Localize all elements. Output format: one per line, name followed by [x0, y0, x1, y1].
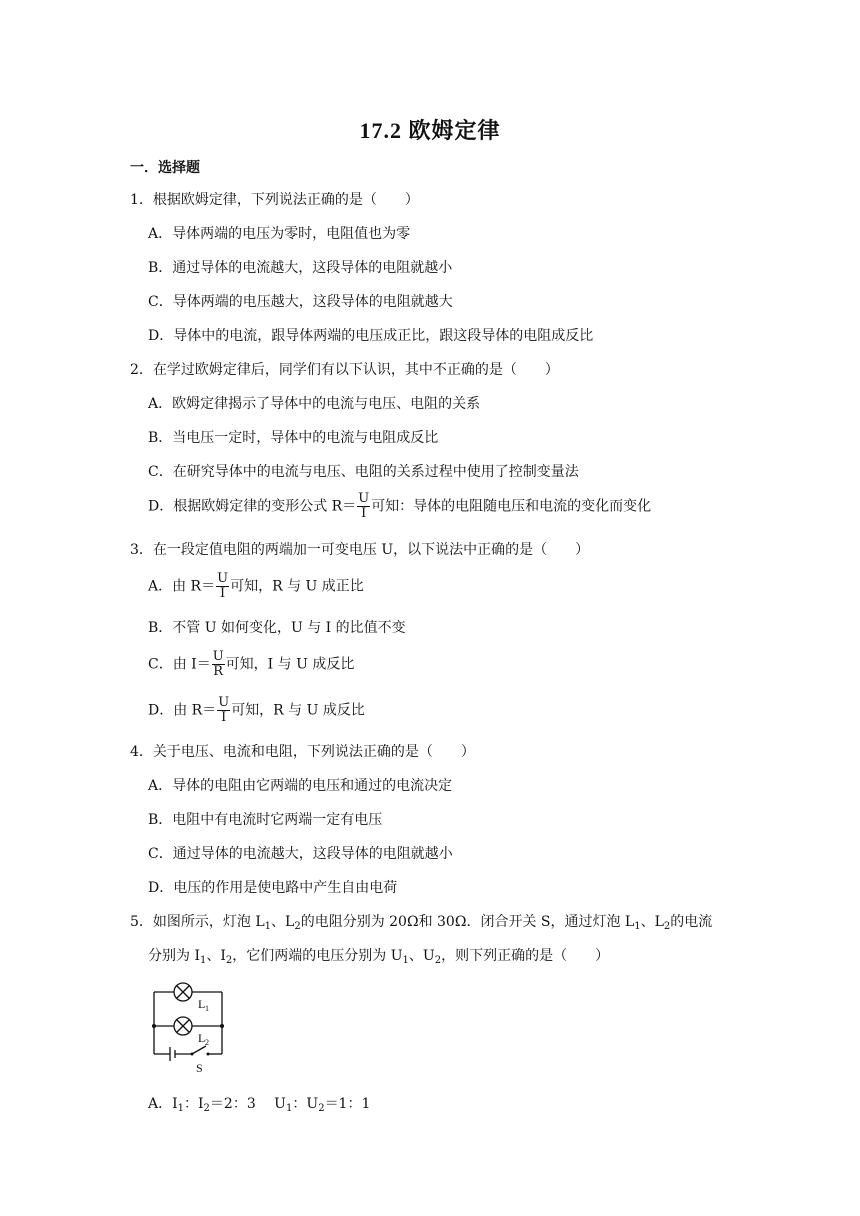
page-title: 17.2 欧姆定律 [359, 118, 501, 143]
subscript: 2 [434, 955, 442, 966]
question-1-option-a: A．导体两端的电压为零时，电阻值也为零 [148, 226, 411, 242]
subscript: 1 [634, 921, 641, 932]
question-3-option-d [148, 696, 365, 725]
text: 5．如图所示，灯泡 L [130, 914, 265, 930]
question-2-option-a: A．欧姆定律揭示了导体中的电流与电压、电阻的关系 [148, 396, 481, 412]
question-4-option-b: B．电阻中有电流时它两端一定有电压 [148, 812, 383, 828]
denominator: I [220, 586, 226, 601]
section-heading: 一．选择题 [130, 160, 200, 176]
question-1-stem: 1．根据欧姆定律，下列说法正确的是（ ） [130, 192, 419, 208]
subscript: 2 [203, 1103, 210, 1114]
question-3-stem: 3．在一段定值电阻的两端加一可变电压 U，以下说法中正确的是（ ） [130, 542, 590, 558]
option-text: 可知，I 与 U 成反比 [225, 656, 355, 673]
denominator: I [221, 710, 227, 725]
option-text: 可知：导体的电阻随电压和电流的变化而变化 [371, 498, 652, 515]
text: ＝2：3 U [209, 1096, 286, 1112]
fraction-u-over-i [217, 696, 230, 725]
numerator: U [217, 571, 229, 586]
label-s: S [196, 1061, 203, 1074]
question-2-stem: 2．在学过欧姆定律后，同学们有以下认识，其中不正确的是（ ） [130, 362, 559, 378]
question-3-option-c [148, 650, 354, 679]
subscript: 2 [318, 1103, 325, 1114]
text: ，则下列正确的是（ ） [441, 948, 610, 964]
numerator: U [218, 695, 230, 710]
question-4-stem: 4．关于电压、电流和电阻，下列说法正确的是（ ） [130, 744, 475, 760]
switch-icon [192, 1046, 206, 1054]
label-l2-sub: 2 [205, 1038, 209, 1047]
text: 、L [640, 914, 664, 930]
text: ＝1：1 [324, 1096, 371, 1112]
text: 的电阻分别为 20Ω和 30Ω．闭合开关 S，通过灯泡 L [300, 914, 635, 930]
subscript: 2 [225, 955, 233, 966]
option-text: A．由 R＝ [148, 578, 216, 595]
text: 的电流 [670, 914, 713, 930]
text: ：U [292, 1096, 319, 1112]
subscript: 1 [286, 1103, 293, 1114]
subscript: 1 [264, 921, 272, 932]
subscript: 1 [402, 955, 409, 966]
label-l2: L [198, 1031, 206, 1045]
fraction-u-over-r [212, 650, 225, 679]
subscript: 2 [663, 921, 671, 932]
question-3-option-a [148, 572, 364, 601]
question-1-option-c: C．导体两端的电压越大，这段导体的电阻就越大 [148, 294, 453, 310]
denominator: I [361, 506, 367, 521]
question-4-option-a: A．导体的电阻由它两端的电压和通过的电流决定 [148, 778, 453, 794]
question-4-option-c: C．通过导体的电流越大，这段导体的电阻就越小 [148, 846, 453, 862]
numerator: U [358, 491, 370, 506]
option-text: D．根据欧姆定律的变形公式 R＝ [148, 498, 357, 515]
question-2-option-d [148, 492, 651, 521]
junction-dot [152, 1024, 156, 1028]
question-1-option-b: B．通过导体的电流越大，这段导体的电阻就越小 [148, 260, 453, 276]
text: 、L [271, 914, 295, 930]
option-text: 可知，R 与 U 成反比 [231, 702, 365, 719]
question-2-option-b: B．当电压一定时，导体中的电流与电阻成反比 [148, 430, 439, 446]
label-l1-sub: 1 [205, 1004, 209, 1013]
denominator: R [213, 664, 224, 679]
option-text: D．由 R＝ [148, 702, 217, 719]
text: 分别为 I [148, 948, 200, 964]
question-5-stem-line-2 [148, 946, 609, 971]
subscript: 1 [199, 955, 207, 966]
text: ：I [184, 1096, 204, 1112]
question-4-option-d: D．电压的作用是使电路中产生自由电荷 [148, 880, 398, 896]
fraction-u-over-i [216, 572, 229, 601]
numerator: U [212, 649, 224, 664]
junction-dot [220, 1024, 224, 1028]
label-l1: L [198, 997, 206, 1011]
text: ，它们两端的电压分别为 U [232, 948, 403, 964]
question-3-option-b: B．不管 U 如何变化，U 与 I 的比值不变 [148, 620, 406, 636]
text: 、I [206, 948, 226, 964]
question-5-option-a [148, 1094, 370, 1119]
question-5-stem-line-1 [130, 912, 712, 937]
fraction-u-over-i [357, 492, 370, 521]
question-1-option-d: D．导体中的电流，跟导体两端的电压成正比，跟这段导体的电阻成反比 [148, 328, 594, 344]
subscript: 2 [294, 921, 301, 932]
option-text: 可知，R 与 U 成正比 [230, 578, 364, 595]
circuit-diagram [146, 982, 236, 1074]
subscript: 1 [177, 1103, 185, 1114]
option-text: C．由 I＝ [148, 656, 211, 673]
text: 、U [408, 948, 435, 964]
text: A．I [148, 1096, 178, 1112]
question-2-option-c: C．在研究导体中的电流与电压、电阻的关系过程中使用了控制变量法 [148, 464, 579, 480]
